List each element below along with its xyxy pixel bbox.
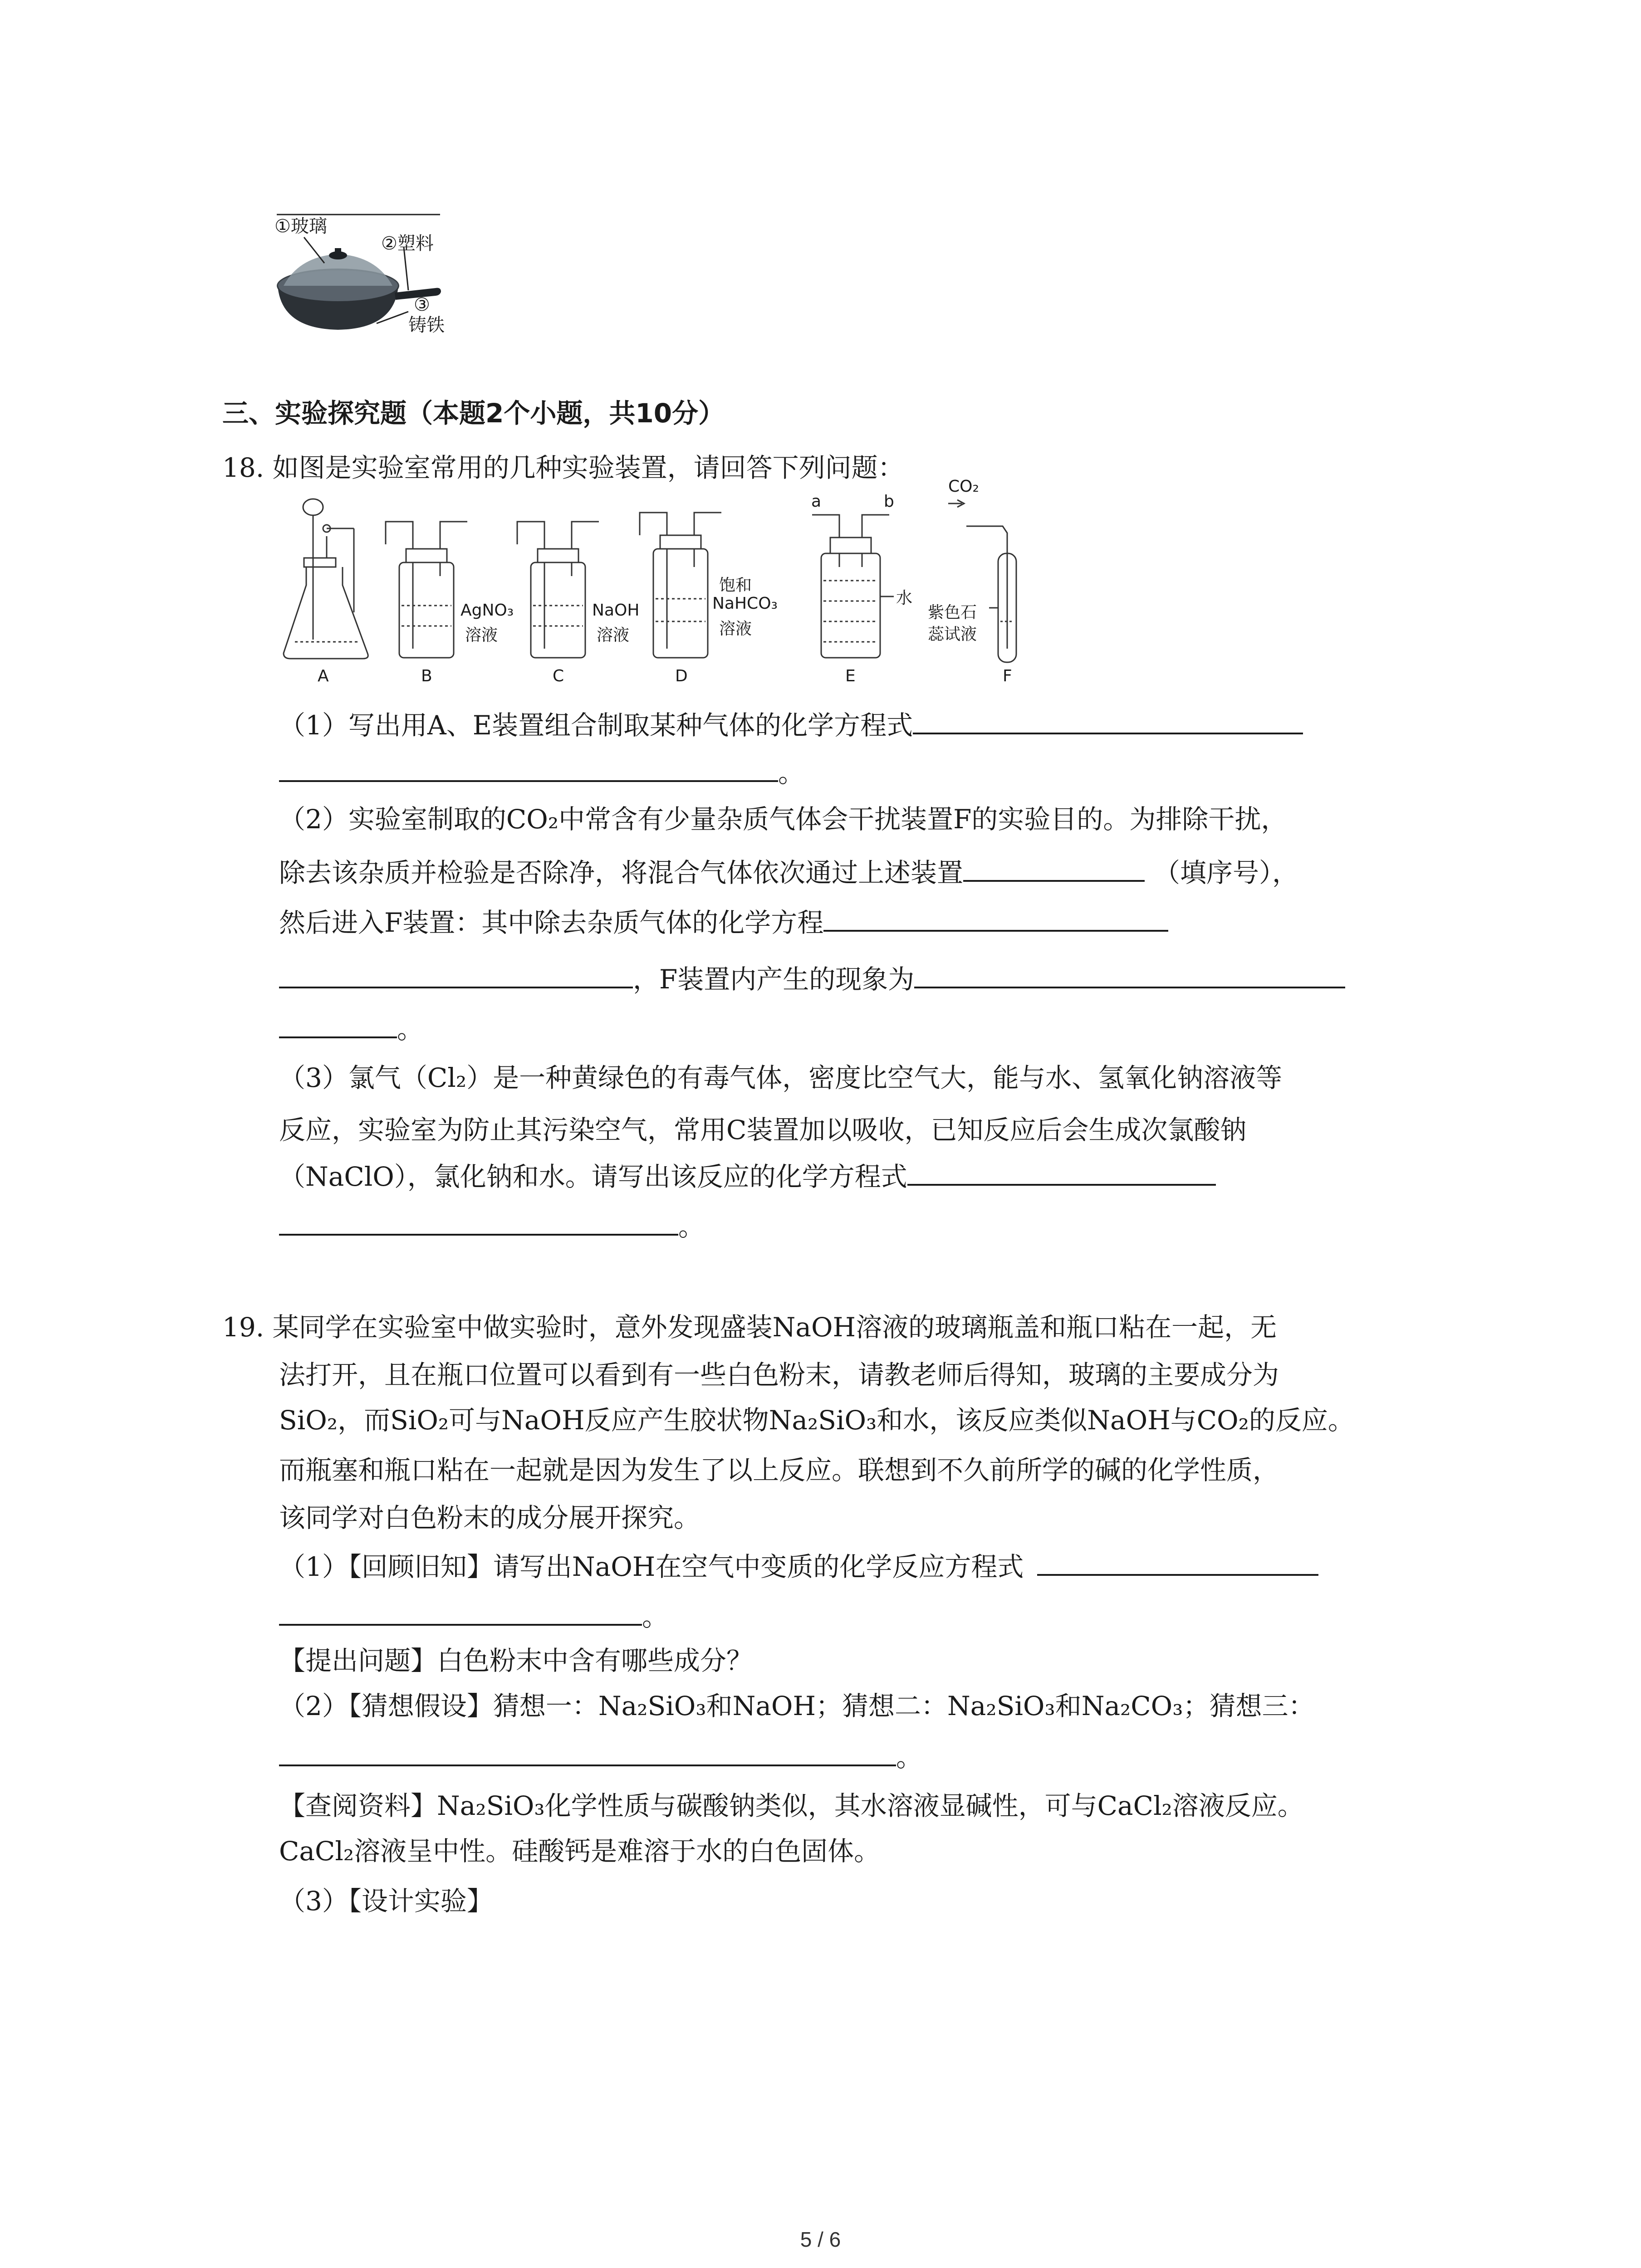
label-plastic: ②塑料 [381,233,434,254]
q19-question: 【提出问题】白色粉末中含有哪些成分？ [279,1645,753,1676]
label-iron: 铸铁 [408,315,445,336]
q18-part2-line4 [279,959,1345,998]
lab-apparatus-illustration [277,494,1048,694]
f-reagent-1: 紫色石 [928,603,977,622]
q19-part3: （3）【设计实验】 [279,1886,493,1916]
q18-part2-line2b: （填序号）， [1154,857,1299,888]
q19-part1-end-line [279,1597,668,1635]
q18-part1-cont [279,753,804,792]
page-number: 5 / 6 [800,2228,841,2251]
q19-info-line2: CaCl₂溶液呈中性。硅酸钙是难溶于水的白色固体。 [279,1836,881,1867]
f-gas: CO₂ [948,477,979,496]
f-reagent-2: 蕊试液 [928,625,977,644]
apparatus-label-c: C [553,667,564,685]
q18-part2-end: 。 [397,1014,424,1045]
q19-part1-blank-2[interactable] [279,1597,642,1626]
b-reagent-1: AgNO₃ [460,601,514,620]
e-port-b: b [884,492,894,511]
b-reagent-2: 溶液 [465,626,498,645]
q18-part3-end-line [279,1207,705,1245]
q19-part1-end: 。 [642,1601,669,1632]
apparatus-b-drawing [386,522,467,658]
q19-line4: 而瓶塞和瓶口粘在一起就是因为发生了以上反应。联想到不久前所学的碱的化学性质， [279,1455,1279,1486]
q19-line5: 该同学对白色粉末的成分展开探究。 [279,1502,700,1533]
q18-part2-blank-2[interactable] [823,903,1168,932]
q18-part2-line3 [279,903,1168,941]
q18-part3-blank-1[interactable] [907,1157,1216,1186]
q19-part2-end-line [279,1737,922,1776]
q18-part2-end-line [279,1009,423,1048]
q19-info-line1: 【查阅资料】Na₂SiO₃化学性质与碳酸钠类似，其水溶液显碱性，可与CaCl₂溶液反应。 [279,1790,1304,1821]
q18-part3-blank-2[interactable] [279,1207,678,1236]
c-reagent-2: 溶液 [597,626,630,645]
apparatus-figure [277,477,1048,694]
q18-part1-end: 。 [778,758,805,788]
q18-part2-line2 [279,853,1298,891]
apparatus-e-drawing [812,515,894,658]
q18-part2-blank-3[interactable] [279,959,633,988]
q19-part2-blank[interactable] [279,1737,896,1766]
apparatus-label-a: A [318,667,329,685]
q18-part1-blank-2[interactable] [279,753,778,782]
q18-part2-blank-5[interactable] [279,1009,397,1038]
apparatus-c-drawing [517,522,599,658]
e-port-a: a [811,492,822,511]
q18-part3-line1: （3）氯气（Cl₂）是一种黄绿色的有毒气体，密度比空气大，能与水、氢氧化钠溶液等 [279,1062,1283,1093]
q18-part1-text: （1）写出用A、E装置组合制取某种气体的化学方程式 [279,710,913,741]
apparatus-label-e: E [845,667,856,685]
e-water: 水 [896,589,913,607]
q19-part2-end: 。 [896,1742,923,1773]
d-reagent-1: NaHCO₃ [712,594,778,613]
c-reagent-1: NaOH [592,601,640,620]
label-3: ③ [414,294,430,315]
apparatus-label-f: F [1003,667,1012,685]
apparatus-d-drawing [640,513,721,658]
d-reagent-2: 溶液 [719,620,752,638]
q18-part1 [279,705,1303,744]
q18-part1-blank-1[interactable] [913,705,1303,734]
pan-figure [272,206,490,342]
label-glass: ①玻璃 [274,216,327,237]
q19-line2: 法打开，且在瓶口位置可以看到有一些白色粉末，请教老师后得知，玻璃的主要成分为 [279,1359,1279,1390]
q18-part3-line2: 反应，实验室为防止其污染空气，常用C装置加以吸收，已知反应后会生成次氯酸钠 [279,1114,1247,1145]
q18-part2-line1: （2）实验室制取的CO₂中常含有少量杂质气体会干扰装置F的实验目的。为排除干扰， [279,804,1288,835]
q18-part3-line3 [279,1157,1216,1195]
q19-part1 [279,1547,1318,1585]
q18-part2-line2a: 除去该杂质并检验是否除净，将混合气体依次通过上述装置 [279,857,964,888]
d-reagent-0: 饱和 [719,576,752,595]
q18-part3-end: 。 [678,1211,705,1242]
q19-part2: （2）【猜想假设】猜想一：Na₂SiO₃和NaOH；猜想二：Na₂SiO₃和Na₂CO₃；猜想三： [279,1691,1315,1721]
q18-part2-blank-4[interactable] [914,959,1345,988]
q19-part1-text: （1）【回顾旧知】请写出NaOH在空气中变质的化学反应方程式 [279,1551,1024,1582]
q18-part2-line3-text: 然后进入F装置：其中除去杂质气体的化学方程 [279,907,824,938]
q19-line1: 19. 某同学在实验室中做实验时，意外发现盛装NaOH溶液的玻璃瓶盖和瓶口粘在一起，无 [222,1312,1277,1343]
q18-stem: 18. 如图是实验室常用的几种实验装置，请回答下列问题： [222,452,904,483]
q18-part2-blank-1[interactable] [963,853,1145,882]
q19-line3: SiO₂，而SiO₂可与NaOH反应产生胶状物Na₂SiO₃和水，该反应类似NaOH与CO₂的反应。 [279,1405,1354,1436]
q19-part1-blank-1[interactable] [1037,1547,1318,1576]
q18-part2-line4-text: ，F装置内产生的现象为 [633,964,915,995]
q18-part3-line3-text: （NaClO），氯化钠和水。请写出该反应的化学方程式 [279,1161,907,1192]
section-heading: 三、实验探究题（本题2个小题，共10分） [222,398,725,429]
apparatus-label-b: B [421,667,432,685]
apparatus-a-drawing [284,499,368,659]
apparatus-label-d: D [675,667,688,685]
